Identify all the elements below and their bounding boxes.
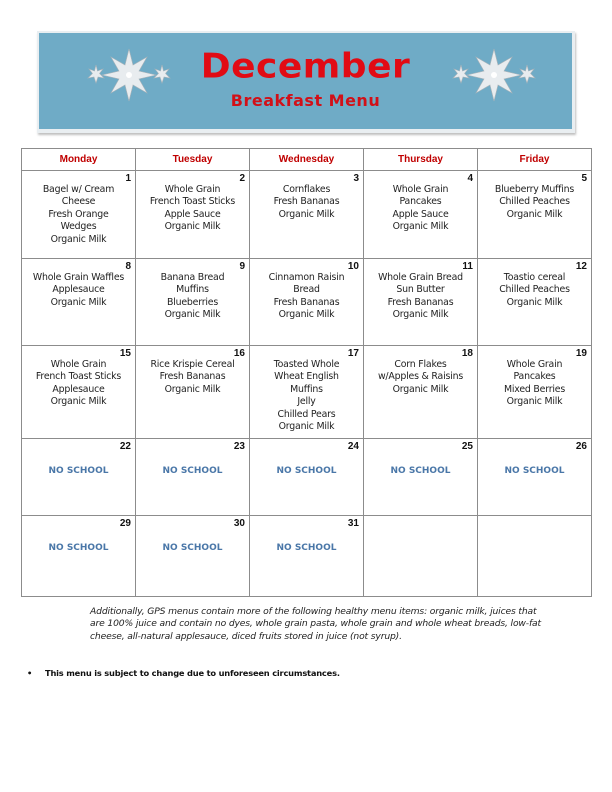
day-number: 31: [347, 518, 359, 529]
menu-items: [22, 259, 135, 309]
calendar-day-cell: [478, 171, 592, 259]
menu-item: Organic Milk: [506, 208, 563, 220]
menu-item: Muffins: [290, 383, 323, 395]
day-number: 5: [581, 173, 587, 184]
weekday-wednesday: Wednesday: [250, 149, 364, 171]
day-number: 16: [233, 348, 245, 359]
menu-item: Chilled Peaches: [499, 196, 570, 208]
menu-item: Organic Milk: [164, 383, 221, 395]
menu-items: [250, 171, 363, 221]
calendar-day-cell: [364, 439, 478, 516]
menu-item: Organic Milk: [392, 221, 449, 233]
menu-item: Organic Milk: [164, 221, 221, 233]
page-title: December: [200, 47, 411, 86]
no-school-label: NO SCHOOL: [276, 543, 337, 553]
calendar-day-cell: [22, 346, 136, 439]
menu-item: Applesauce: [52, 383, 105, 395]
menu-item: Fresh Bananas: [387, 296, 454, 308]
menu-items: [136, 346, 249, 396]
menu-item: Organic Milk: [506, 296, 563, 308]
menu-item: Sun Butter: [396, 284, 445, 296]
menu-items: [478, 259, 591, 309]
menu-items: [250, 259, 363, 322]
calendar-week-row: [22, 439, 592, 516]
menu-item: Toasted Whole: [273, 359, 340, 370]
menu-items: [250, 346, 363, 433]
menu-item: Apple Sauce: [164, 208, 221, 220]
calendar-day-cell: [364, 171, 478, 259]
calendar-day-cell: [136, 171, 250, 259]
calendar-day-cell: [364, 259, 478, 346]
menu-items: [364, 259, 477, 322]
menu-item: Cinnamon Raisin: [268, 272, 345, 283]
calendar-day-cell: [250, 171, 364, 259]
menu-item: Bagel w/ Cream: [42, 184, 115, 195]
menu-item: Toastio cereal: [503, 272, 566, 283]
menu-items: [364, 171, 477, 234]
menu-item: Organic Milk: [50, 296, 107, 308]
calendar-day-cell: [136, 346, 250, 439]
menu-item: Applesauce: [52, 284, 105, 296]
calendar-day-cell: [250, 439, 364, 516]
menu-item: Chilled Peaches: [499, 284, 570, 296]
menu-item: Wedges: [60, 221, 97, 233]
no-school-label: NO SCHOOL: [390, 466, 451, 476]
menu-item: Organic Milk: [50, 233, 107, 245]
calendar-day-cell: [364, 346, 478, 439]
day-number: 9: [239, 261, 245, 272]
disclaimer-text: This menu is subject to change due to unforeseen circumstances.: [45, 668, 340, 678]
menu-calendar: [21, 148, 592, 597]
day-number: 12: [575, 261, 587, 272]
menu-item: Rice Krispie Cereal: [150, 359, 235, 370]
menu-item: Organic Milk: [278, 309, 335, 321]
day-number: 8: [125, 261, 131, 272]
menu-item: Corn Flakes: [394, 359, 447, 370]
day-number: 10: [347, 261, 359, 272]
menu-item: Whole Grain Bread: [378, 272, 463, 283]
day-number: 18: [461, 348, 473, 359]
menu-items: [22, 346, 135, 409]
day-number: 30: [233, 518, 245, 529]
no-school-label: NO SCHOOL: [162, 543, 223, 553]
menu-item: Banana Bread: [160, 272, 225, 283]
menu-item: w/Apples & Raisins: [377, 371, 464, 383]
calendar-day-cell: [22, 171, 136, 259]
day-number: 11: [462, 261, 473, 272]
no-school-label: NO SCHOOL: [504, 466, 565, 476]
menu-items: [136, 259, 249, 322]
menu-item: Blueberry Muffins: [494, 184, 575, 195]
calendar-day-cell: [22, 516, 136, 597]
calendar-week-row: [22, 516, 592, 597]
snowflake-star-icon: [449, 45, 539, 105]
day-number: 29: [119, 518, 131, 529]
menu-item: Bread: [293, 284, 320, 296]
menu-item: Organic Milk: [278, 421, 335, 433]
menu-item: Organic Milk: [392, 383, 449, 395]
weekday-thursday: Thursday: [364, 149, 478, 171]
header-banner-frame: [37, 31, 575, 133]
menu-item: Cornflakes: [282, 184, 331, 195]
day-number: 15: [119, 348, 131, 359]
day-number: 19: [575, 348, 587, 359]
day-number: 25: [461, 441, 473, 452]
calendar-day-cell: [250, 346, 364, 439]
weekday-friday: Friday: [478, 149, 592, 171]
menu-items: [478, 171, 591, 221]
day-number: 17: [347, 348, 359, 359]
bullet-icon: •: [27, 668, 33, 678]
calendar-day-cell: [136, 439, 250, 516]
calendar-day-cell: [136, 259, 250, 346]
calendar-day-cell: [478, 259, 592, 346]
menu-item: Pancakes: [399, 196, 442, 208]
no-school-label: NO SCHOOL: [48, 543, 109, 553]
day-number: 4: [467, 173, 473, 184]
menu-item: Muffins: [176, 284, 209, 296]
menu-item: Whole Grain: [50, 359, 107, 370]
menu-item: Organic Milk: [50, 396, 107, 408]
day-number: 2: [239, 173, 245, 184]
menu-item: Fresh Bananas: [159, 371, 226, 383]
calendar-day-cell: [250, 259, 364, 346]
calendar-day-cell: [364, 516, 478, 597]
weekday-tuesday: Tuesday: [136, 149, 250, 171]
calendar-day-cell: [136, 516, 250, 597]
no-school-label: NO SCHOOL: [276, 466, 337, 476]
day-number: 26: [575, 441, 587, 452]
menu-item: Blueberries: [166, 296, 219, 308]
calendar-day-cell: [250, 516, 364, 597]
menu-item: French Toast Sticks: [149, 196, 236, 208]
no-school-label: NO SCHOOL: [162, 466, 223, 476]
menu-item: Organic Milk: [278, 208, 335, 220]
calendar-day-cell: [478, 346, 592, 439]
weekday-monday: Monday: [22, 149, 136, 171]
day-number: 23: [233, 441, 245, 452]
menu-item: Organic Milk: [506, 396, 563, 408]
menu-item: Chilled Pears: [277, 408, 336, 420]
menu-item: Wheat English: [274, 371, 339, 383]
menu-item: Pancakes: [513, 371, 556, 383]
menu-item: Fresh Orange: [48, 208, 109, 220]
no-school-label: NO SCHOOL: [48, 466, 109, 476]
menu-items: [22, 171, 135, 246]
day-number: 24: [347, 441, 359, 452]
calendar-day-cell: [478, 516, 592, 597]
menu-item: Fresh Bananas: [273, 296, 340, 308]
calendar-day-cell: [22, 259, 136, 346]
menu-item: Organic Milk: [164, 309, 221, 321]
day-number: 1: [125, 173, 131, 184]
menu-item: Apple Sauce: [392, 208, 449, 220]
menu-items: [478, 346, 591, 409]
disclaimer: [27, 668, 340, 678]
day-number: 22: [119, 441, 131, 452]
calendar-day-cell: [478, 439, 592, 516]
menu-item: Cheese: [61, 196, 96, 208]
healthy-items-note: Additionally, GPS menus contain more of the following healthy menu items: organic milk, juices that are 100% juice and contain no dyes, whole grain pasta, whole grain and whole wheat breads, low-fat cheese, all-natural applesauce, diced fruits stored in juice (not syrup).: [90, 606, 541, 642]
menu-items: [364, 346, 477, 396]
menu-item: Whole Grain Waffles: [32, 272, 125, 283]
calendar-week-row: [22, 259, 592, 346]
menu-item: Jelly: [297, 396, 316, 408]
menu-item: Whole Grain: [506, 359, 563, 370]
page-subtitle: Breakfast Menu: [230, 91, 381, 110]
menu-item: Fresh Bananas: [273, 196, 340, 208]
day-number: 3: [353, 173, 359, 184]
menu-item: French Toast Sticks: [35, 371, 122, 383]
menu-item: Mixed Berries: [503, 383, 566, 395]
menu-item: Organic Milk: [392, 309, 449, 321]
menu-item: Whole Grain: [164, 184, 221, 195]
weekday-header-row: [22, 149, 592, 171]
menu-item: Whole Grain: [392, 184, 449, 195]
calendar-day-cell: [22, 439, 136, 516]
header-banner: [39, 33, 572, 129]
calendar-week-row: [22, 171, 592, 259]
calendar-week-row: [22, 346, 592, 439]
menu-items: [136, 171, 249, 234]
